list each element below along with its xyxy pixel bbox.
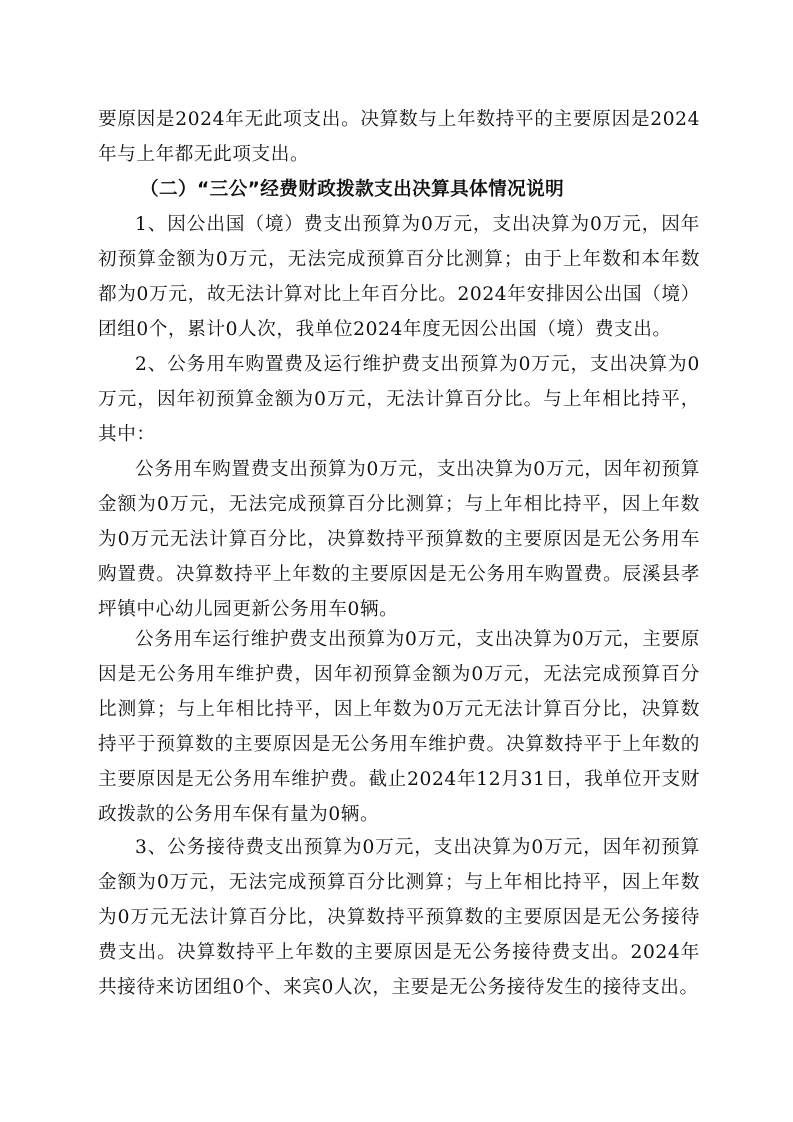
paragraph-vehicle-summary: 2、公务用车购置费及运行维护费支出预算为0万元，支出决算为0万元，因年初预算金额为0万元，无法计算百分比。与上年相比持平，其中： — [98, 354, 700, 445]
section-heading: （二）“三公”经费财政拨款支出决算具体情况说明 — [140, 179, 565, 200]
paragraph-official-reception: 3、公务接待费支出预算为0万元，支出决算为0万元，因年初预算金额为0万元，无法完成预算百分比测算；与上年相比持平，因上年数为0万元无法计算百分比，决算数持平预算数的主要原因是无公务接待费支出。决算数持平上年数的主要原因是无公务接待费支出。2024年共接待来访团组0个、来宾0人次，主要是无公务接待发生的接待支出。 — [98, 837, 700, 998]
paragraph-continued: 要原因是2024年无此项支出。决算数与上年数持平的主要原因是2024年与上年都无此项支出。 — [98, 109, 700, 165]
paragraph-vehicle-purchase: 公务用车购置费支出预算为0万元，支出决算为0万元，因年初预算金额为0万元，无法完成预算百分比测算；与上年相比持平，因上年数为0万元无法计算百分比，决算数持平预算数的主要原因是无公务用车购置费。决算数持平上年数的主要原因是无公务用车购置费。辰溪县孝坪镇中心幼儿园更新公务用车0辆。 — [98, 459, 700, 620]
paragraph-vehicle-maintenance: 公务用车运行维护费支出预算为0万元，支出决算为0万元，主要原因是无公务用车维护费，因年初预算金额为0万元，无法完成预算百分比测算；与上年相比持平，因上年数为0万元无法计算百分比，决算数持平于预算数的主要原因是无公务用车维护费。决算数持平于上年数的主要原因是无公务用车维护费。截止2024年12月31日，我单位开支财政拨款的公务用车保有量为0辆。 — [98, 629, 700, 825]
paragraph-overseas-travel: 1、因公出国（境）费支出预算为0万元，支出决算为0万元，因年初预算金额为0万元，无法完成预算百分比测算；由于上年数和本年数都为0万元，故无法计算对比上年百分比。2024年安排因公出国（境）团组0个，累计0人次，我单位2024年度无因公出国（境）费支出。 — [98, 214, 700, 340]
